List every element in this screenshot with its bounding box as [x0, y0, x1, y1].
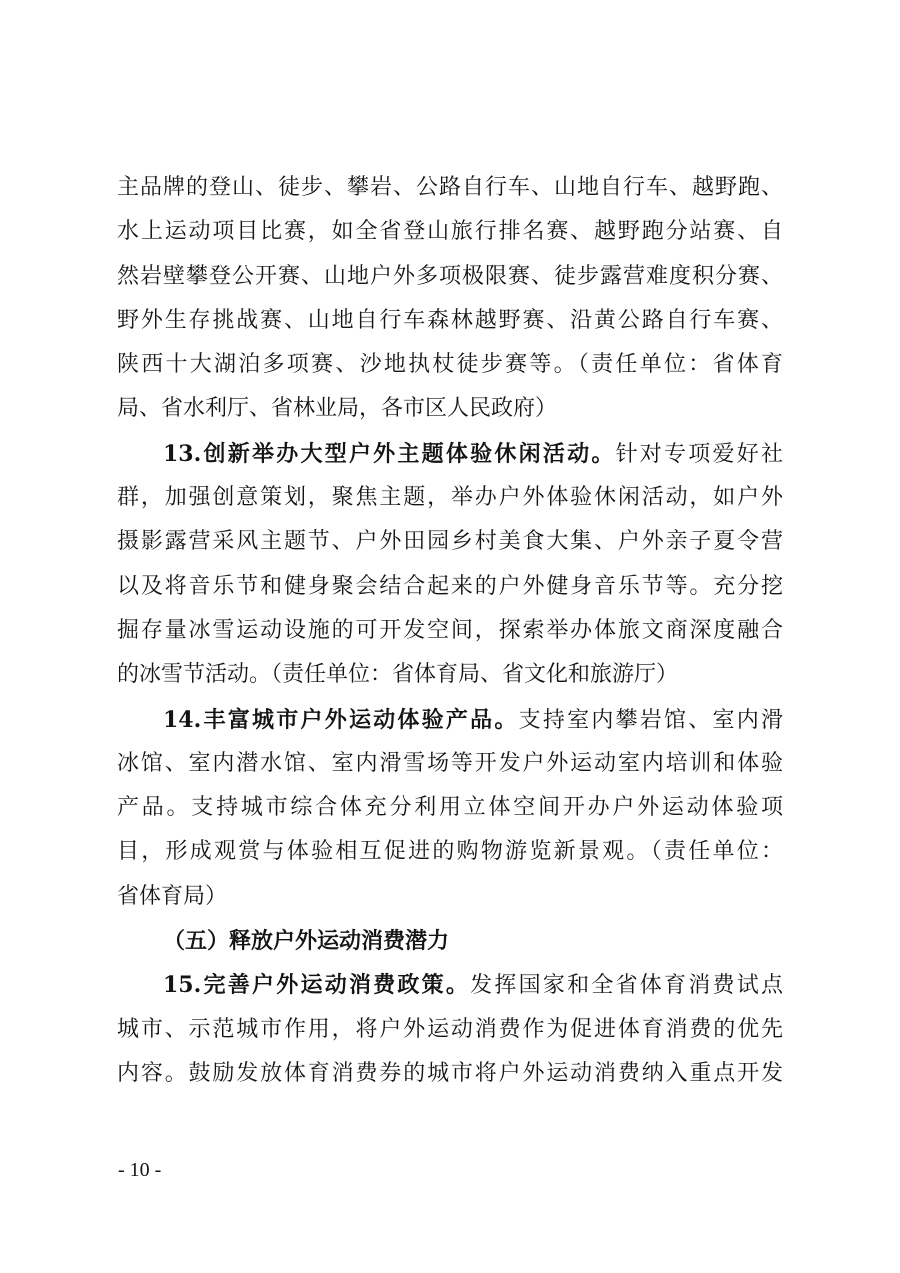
item-14-first-line — [117, 698, 783, 742]
paragraph-line: 以及将音乐节和健身聚会结合起来的户外健身音乐节等。充分挖 — [117, 573, 783, 599]
paragraph-line: 目，形成观赏与体验相互促进的购物游览新景观。（责任单位： — [117, 839, 783, 865]
paragraph-line: 冰馆、室内潜水馆、室内滑雪场等开发户外运动室内培训和体验 — [117, 750, 783, 776]
body-text — [117, 166, 783, 1096]
section-heading: （五）释放户外运动消费潜力 — [163, 928, 450, 955]
page-number: - 10 - — [118, 1159, 162, 1181]
item-13-title: 13.创新举办大型户外主题体验休闲活动。 — [163, 440, 616, 467]
item-13-first-line — [117, 432, 783, 476]
paragraph-line: 水上运动项目比赛，如全省登山旅行排名赛、越野跑分站赛、自 — [117, 219, 783, 245]
item-15-title: 15.完善户外运动消费政策。 — [163, 972, 471, 999]
paragraph-line: 陕西十大湖泊多项赛、沙地执杖徒步赛等。（责任单位：省体育 — [117, 352, 783, 378]
paragraph-line: 的冰雪节活动。（责任单位：省体育局、省文化和旅游厅） — [117, 662, 679, 688]
paragraph-line: 城市、示范城市作用，将户外运动消费作为促进体育消费的优先 — [117, 1016, 783, 1042]
paragraph-line: 主品牌的登山、徒步、攀岩、公路自行车、山地自行车、越野跑、 — [117, 175, 783, 200]
paragraph-line: 摄影露营采风主题节、户外田园乡村美食大集、户外亲子夏令营 — [117, 529, 783, 555]
item-15-text: 发挥国家和全省体育消费试点 — [470, 973, 783, 999]
paragraph-line: 掘存量冰雪运动设施的可开发空间，探索举办体旅文商深度融合 — [117, 617, 783, 643]
item-14-title: 14.丰富城市户外运动体验产品。 — [163, 706, 519, 733]
paragraph-line: 群，加强创意策划，聚焦主题，举办户外体验休闲活动，如户外 — [117, 485, 783, 511]
item-13-text: 针对专项爱好社 — [615, 441, 783, 467]
paragraph-line: 野外生存挑战赛、山地自行车森林越野赛、沿黄公路自行车赛、 — [117, 307, 783, 333]
paragraph-line: 局、省水利厅、省林业局，各市区人民政府） — [117, 396, 558, 422]
item-15-first-line — [117, 963, 783, 1007]
paragraph-line: 产品。支持城市综合体充分利用立体空间开办户外运动体验项 — [117, 795, 783, 821]
item-14-text: 支持室内攀岩馆、室内滑 — [518, 707, 783, 733]
paragraph-line: 内容。鼓励发放体育消费券的城市将户外运动消费纳入重点开发 — [117, 1060, 783, 1086]
paragraph-line: 省体育局） — [117, 883, 228, 909]
paragraph-line: 然岩壁攀登公开赛、山地户外多项极限赛、徒步露营难度积分赛、 — [117, 263, 783, 289]
